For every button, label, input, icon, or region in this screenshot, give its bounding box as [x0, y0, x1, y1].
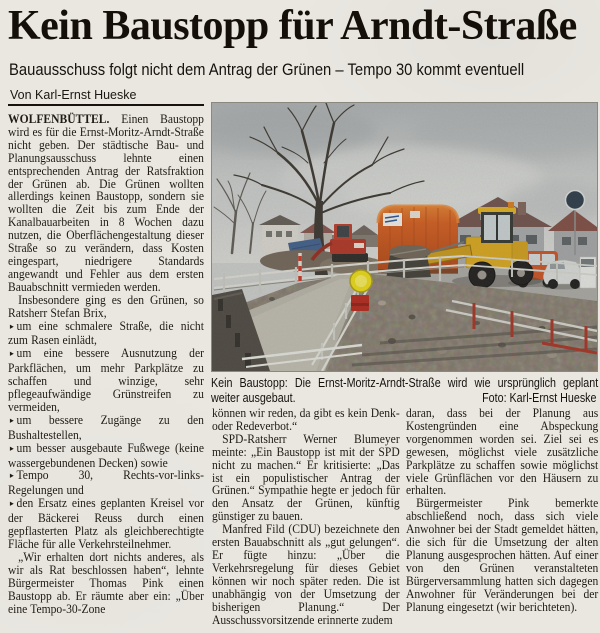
column-middle	[212, 407, 400, 633]
paragraph: daran, dass bei der Planung aus Kostengründen eine Abspeckung vorgenommen worden sei. Ziel sei es gewesen, möglichst viele zusätzliche Parkplätze zu schaffen sowie möglichst viele Grünflächen vor den Häusern zu erhalten.	[406, 406, 599, 498]
dateline: WOLFENBÜTTEL.	[8, 112, 110, 126]
lead-paragraph: WOLFENBÜTTEL. Einen Baustopp wird es für die Ernst-Moritz-Arndt-Straße nicht geben. Der städtische Bau- und Planungsausschuss lehnte einen entsprechenden Antrag der Ratsfraktion der Grünen ab. Die Grünen wollten allerdings keinen Baustopp, sondern sie wollten die Zeit bis zum Ende der Kanalbauarbeiten in 8 Wochen dazu nutzen, die Oberflächengestaltung dieser Straße so zu verändern, dass Kosten eingespart, niedrigere Standards angewandt und Fehler aus dem ersten Bauabschnitt vermieden werden.	[8, 112, 204, 294]
bullet-item: ▸ den Ersatz eines geplanten Kreisel vor der Bäckerei Reuss durch einen gepflasterten Platz als gleichberechtigte Fläche für alle Verkehrsteilnehmer.	[8, 496, 204, 551]
bullet-item: ▸ um eine bessere Ausnutzung der Parkflächen, um mehr Parkplätze zu schaffen und winzige, sehr pflegeaufwändige Grünstreifen zu vermeiden,	[8, 346, 204, 414]
bullet-item: ▸ um eine schmalere Straße, die nicht zum Rasen einlädt,	[8, 318, 204, 348]
bullet-arrow-icon: ▸	[9, 321, 14, 332]
paragraph: Insbesondere ging es den Grünen, so Ratsherr Stefan Brix,	[8, 292, 204, 320]
paragraph: Bürgermeister Pink bemerkte abschließend noch, dass sich viele Anwohner bei der Stadt gemeldet hätten, die sich für die Umsetzung der alten Planung ausgesprochen hätten. Auf einer von den Grünen veranstalteten Bürgerversammlung hatten sich dagegen Anwohner für Veränderungen bei der Planung eingesetzt (wir berichteten).	[406, 496, 599, 614]
column-right	[406, 407, 598, 633]
bullet-item: ▸ Tempo 30, Rechts-vor-links-Regelungen und	[8, 468, 204, 498]
caption-text: Kein Baustopp: Die Ernst-Moritz-Arndt-Straße wird wie ursprünglich geplant weiter ausgebaut.	[211, 376, 599, 405]
paragraph: „Wir erhalten dort nichts anderes, als wir als Rat beschlossen haben“, lehnte Bürgermeister Thomas Pink einen Baustopp ab. Er räumte aber ein: „Über eine Tempo-30-Zone	[8, 549, 204, 616]
bullet-arrow-icon: ▸	[9, 499, 14, 510]
column-left	[8, 113, 204, 633]
headline: Kein Baustopp für Arndt-Straße	[8, 3, 577, 49]
photo-tint-overlay	[212, 103, 597, 371]
paragraph: können wir reden, da gibt es kein Denk- oder Redeverbot.“	[212, 406, 400, 433]
subheadline: Bauausschuss folgt nicht dem Antrag der Grünen – Tempo 30 kommt eventuell	[9, 60, 525, 79]
construction-site-illustration	[212, 103, 597, 371]
photo-credit: Foto: Karl-Ernst Hueske	[482, 390, 597, 405]
photo-caption	[211, 376, 598, 405]
bullet-item: ▸ um bessere Zugänge zu den Bushaltestellen,	[8, 412, 204, 442]
paragraph: SPD-Ratsherr Werner Blumeyer meinte: „Ein Baustopp ist mit der SPD nicht zu machen.“ Er kritisierte: „Das ist ein populistischer Antrag der Grünen.“ Sympathie hegte er jedoch für den Ansatz der Grünen, künftig günstiger zu bauen.	[212, 431, 400, 524]
bullet-arrow-icon: ▸	[9, 443, 14, 454]
byline-rule	[8, 104, 204, 106]
paragraph: Manfred Fild (CDU) bezeichnete den ersten Bauabschnitt als „gut gelungen“. Er fügte hinzu: „Über die Verkehrsregelung für dieses Gebiet können wir noch später reden. Die ist unabhängig von der Umsetzung der bisherigen Planung.“ Der Ausschussvorsitzende erinnerte zudem	[212, 522, 400, 627]
bullet-arrow-icon: ▸	[9, 349, 14, 360]
bullet-arrow-icon: ▸	[9, 471, 14, 482]
bullet-item: ▸ um besser ausgebaute Fußwege (keine wassergebundenen Decken) sowie	[8, 440, 204, 470]
bullet-arrow-icon: ▸	[9, 415, 14, 426]
article-photo	[211, 102, 598, 372]
byline: Von Karl-Ernst Hueske	[10, 88, 137, 102]
